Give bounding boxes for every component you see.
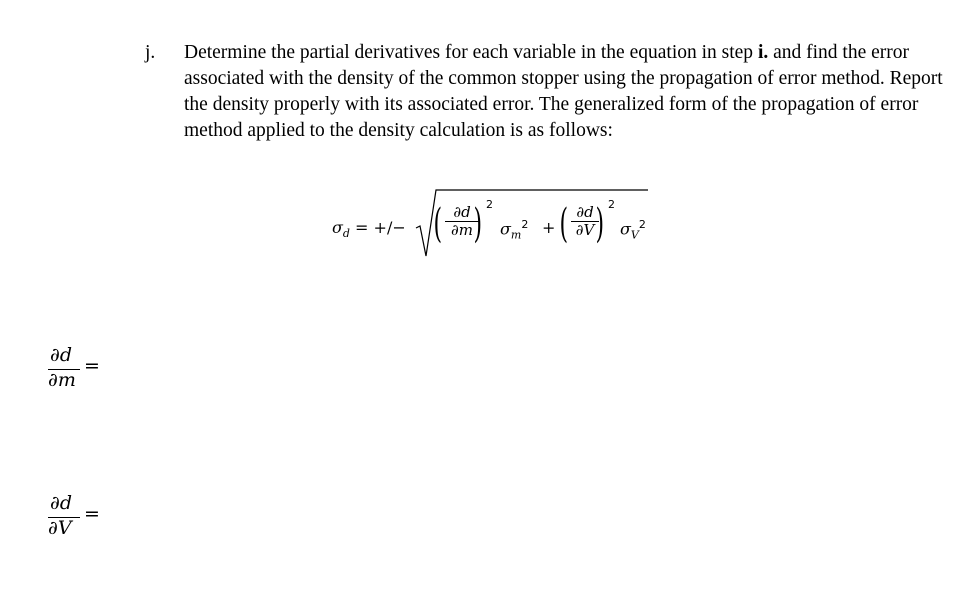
instruction-text-before: Determine the partial derivatives for each variable in the equation in step: [184, 42, 758, 63]
pd-numerator: ∂d: [50, 492, 72, 514]
right-paren-2: ): [595, 201, 605, 247]
pd-denominator: ∂V: [48, 517, 72, 539]
pd-equals: =: [84, 503, 100, 525]
sigma-d-subscript: d: [342, 227, 350, 241]
step-reference: i.: [757, 42, 769, 63]
pd-denominator: ∂m: [48, 369, 76, 391]
sigma-v-term: $\sigma_V^2$: [620, 218, 646, 242]
fraction-denominator: ∂V: [575, 221, 595, 239]
fraction-denominator: ∂m: [451, 221, 473, 239]
pd-numerator: ∂d: [50, 344, 72, 366]
sigma-d: σ: [332, 218, 343, 237]
partial-d-partial-m-blank: [46, 344, 100, 404]
instruction-text-after: and find the error associated with the density of the common stopper using the propagation of error method. Report the density properly with its associated error. The generalized form of the propagation of error method applied to the density calculation is as follows:: [184, 42, 943, 141]
exponent-1: 2: [486, 198, 493, 211]
left-paren-2: (: [559, 201, 569, 247]
equals-plus-minus: = +/−: [349, 218, 406, 237]
fraction-numerator: ∂d: [576, 203, 594, 221]
partial-d-partial-v-blank: [46, 492, 100, 552]
item-marker: j.: [145, 42, 156, 63]
fraction-numerator: ∂d: [453, 203, 471, 221]
sigma-m-term: $\sigma_m^2$: [500, 218, 529, 242]
plus-sign: +: [542, 218, 556, 237]
instruction-paragraph: [184, 40, 944, 144]
right-paren-1: ): [473, 201, 483, 247]
propagation-formula: [330, 186, 660, 266]
exponent-2: 2: [608, 198, 615, 211]
pd-equals: =: [84, 355, 100, 377]
left-paren-1: (: [433, 201, 443, 247]
